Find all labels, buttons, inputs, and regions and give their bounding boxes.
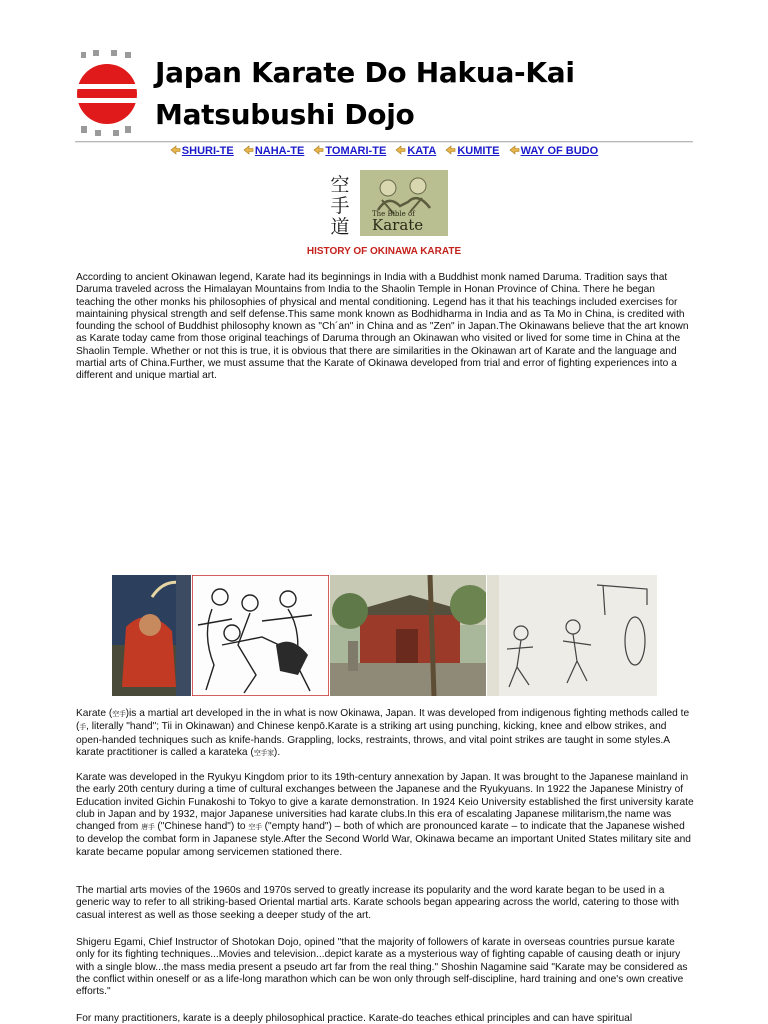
nav-link-way-of-budo[interactable] xyxy=(509,145,599,157)
calligraphy-char: 道 xyxy=(330,216,350,236)
paragraph-philosophy: For many practitioners, karate is a deeply philosophical practice. Karate-do teaches ethical principles and can have spiritual xyxy=(76,1013,633,1024)
paragraph-text: Karate ( xyxy=(76,708,113,719)
karate-do-calligraphy-image xyxy=(326,172,354,236)
kanji-inline: 手 xyxy=(79,724,87,732)
dojo-logo xyxy=(75,50,139,138)
nav-link-label: WAY OF BUDO xyxy=(520,145,599,157)
nav-link-label: TOMARI-TE xyxy=(325,145,387,157)
nav-link-naha-te[interactable] xyxy=(243,145,305,157)
paragraph-text: ). xyxy=(273,746,281,758)
kanji-inline: 空手家 xyxy=(253,749,274,757)
shaolin-temple-photo-image xyxy=(330,575,486,696)
paragraph-text: ("empty hand") – both of which are pronounced karate – to indicate that the Japanese wished to develop the combat form in Japanese style.After the Second World War, Okinawa became an important United States military site and karate became popular among servicemen stationed there. xyxy=(76,821,691,858)
section-title: HISTORY OF OKINAWA KARATE xyxy=(306,246,462,257)
calligraphy-char: 空 xyxy=(330,174,350,196)
daruma-painting-image xyxy=(112,575,191,696)
title-line-2: Matsubushi Dojo xyxy=(155,98,415,131)
training-sketch-image xyxy=(487,575,657,696)
nav-link-kata[interactable] xyxy=(395,145,436,157)
paragraph-ryukyu-history xyxy=(76,772,694,859)
arrow-bullet-icon xyxy=(395,145,406,155)
arrow-bullet-icon xyxy=(243,145,254,155)
nav-link-tomari-te[interactable] xyxy=(313,145,386,157)
paragraph-egami-quote: Shigeru Egami, Chief Instructor of Shotokan Dojo, opined "that the majority of followers of karate in overseas countries pursue karate only for its fighting techniques...Movies and television...depict karate as a mysterious way of fighting capable of causing death or injury with a single blow...the mass media present a pseudo art far from the real thing." Shoshin Nagamine said "Karate may be considered as the conflict within oneself or as a life-long marathon which can be won only through self-discipline, hard training and one's own creative efforts." xyxy=(76,937,688,998)
paragraph-text: , literally "hand"; Tii in Okinawan) and Chinese kenpō.Karate is a striking art using punching, kicking, knee and elbow strikes, and open-handed techniques such as knife-hands. Grappling, locks, restraints, throws, and vital point strikes are taught in some styles.A karate practitioner is called a karateka ( xyxy=(76,721,670,758)
nav-link-label: KATA xyxy=(407,145,437,157)
calligraphy-char: 手 xyxy=(330,195,350,217)
paragraph-text: Karate was developed in the Ryukyu Kingdom prior to its 19th-century annexation by Japan. It was brought to the Japanese mainland in the early 20th century during a time of cultural exchanges between the Japanese and the Ryukyuans. In 1922 the Japanese Ministry of Education invited Gichin Funakoshi to Tokyo to give a karate demonstration. In 1924 Keio University established the first university karate club in Japan and by 1932, major Japanese universities had karate clubs.In this era of escalating Japanese militarism,the name was changed from xyxy=(76,772,694,833)
nav-link-label: SHURI-TE xyxy=(181,145,234,157)
calligraphy-text xyxy=(330,174,349,236)
nav-link-label: KUMITE xyxy=(457,145,500,157)
bible-of-karate-cover-image xyxy=(360,170,448,236)
page-title xyxy=(155,52,575,136)
arrow-bullet-icon xyxy=(313,145,324,155)
kanji-inline: 空手 xyxy=(248,824,262,832)
book-title xyxy=(372,210,423,233)
paragraph-movies: The martial arts movies of the 1960s and 1970s served to greatly increase its popularity and the word karate began to be used in a generic way to refer to all striking-based Oriental martial arts. Karate schools began appearing across the world, catering to those with casual interest as well as those seeking a deeper study of the art. xyxy=(76,885,680,921)
fighting-monks-illustration-image xyxy=(192,575,329,696)
site-header xyxy=(75,50,695,140)
book-subtitle: The Bible of xyxy=(372,210,415,218)
arrow-bullet-icon xyxy=(170,145,181,155)
nav-link-shuri-te[interactable] xyxy=(170,145,234,157)
main-nav xyxy=(0,145,768,157)
paragraph-text: ("Chinese hand") to xyxy=(154,821,249,833)
book-main-title: Karate xyxy=(372,216,424,234)
nav-link-label: NAHA-TE xyxy=(254,145,305,157)
arrow-bullet-icon xyxy=(509,145,520,155)
paragraph-text: )is a martial art developed in the in what is now Okinawa, Japan. It was developed from indigenous fighting methods called te ( xyxy=(76,708,690,733)
arrow-bullet-icon xyxy=(445,145,456,155)
paragraph-karate-definition xyxy=(76,708,694,760)
kanji-inline: 空手 xyxy=(112,711,126,718)
header-divider xyxy=(75,141,693,143)
nav-link-kumite[interactable] xyxy=(445,145,499,157)
paragraph-legend: According to ancient Okinawan legend, Karate had its beginnings in India with a Buddhist monk named Daruma. Tradition says that Daruma traveled across the Himalayan Mountains from India to the Shaolin Temple in Honan Province of China. There he began teaching the other monks his philosophies of physical and mental conditioning. Legend has it that his teachings included exercises for maintaining physical strength and self defense.This same monk known as Bodhidharma in India and as Ta Mo in China, is credited with founding the school of Buddhist philosophy known as "Ch´an" in China and as "Zen" in Japan.The Okinawans believe that the art known as Karate today came from those original teachings of Daruma through an Okinawan who visited or lived for some time in China at the Shaolin Temple. Whether or not this is true, it is obvious that there are similarities in the Okinawan art of Karate and the language and martial arts of China.Further, we must assume that the Karate of Okinawa developed from trial and error of fighting experiences into a different and unique martial art. xyxy=(76,272,689,382)
kanji-inline: 唐手 xyxy=(141,824,155,832)
title-line-1: Japan Karate Do Hakua-Kai xyxy=(155,56,575,89)
